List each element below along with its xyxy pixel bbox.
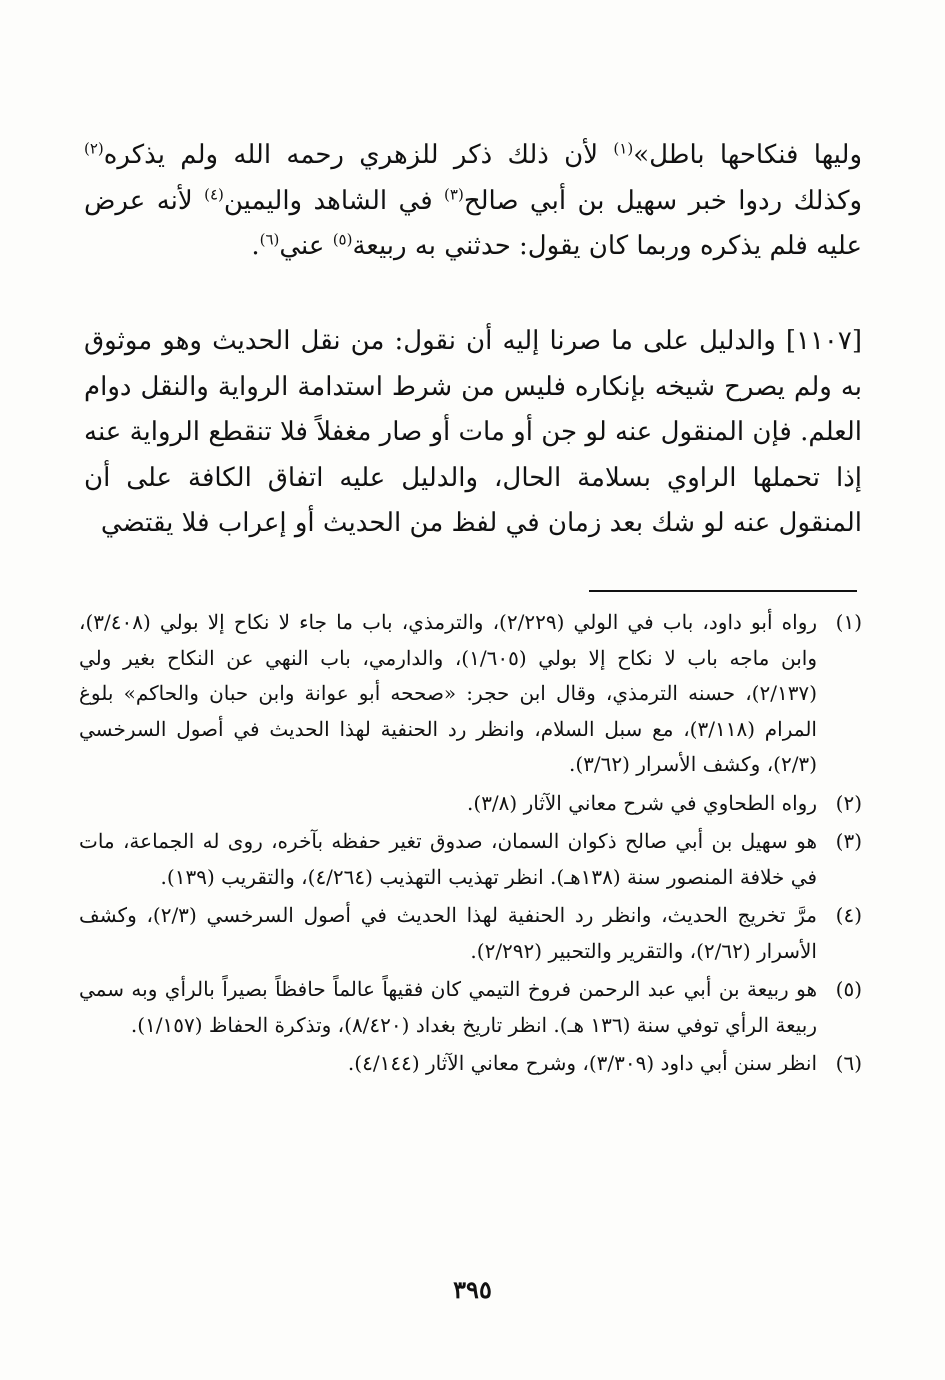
footnote-ref-1[interactable]: (١) (613, 139, 634, 158)
body-paragraph-1 (84, 133, 862, 270)
para1-text-d: في الشاهد واليمين (223, 185, 445, 216)
footnote-divider (589, 590, 857, 592)
para1-text-c: وكذلك ردوا خبر سهيل بن أبي صالح (463, 185, 863, 216)
para1-text-g: . (251, 231, 260, 261)
footnote-ref-6[interactable]: (٦) (259, 230, 280, 249)
footnote-ref-2[interactable]: (٢) (84, 139, 104, 158)
footnote-ref-4[interactable]: (٤) (204, 184, 224, 203)
footnotes-section (79, 605, 862, 1085)
footnote-text: انظر سنن أبي داود (٣/٣٠٩)، وشرح معاني الآثار (٤/١٤٤). (347, 1051, 817, 1075)
footnote-2 (79, 786, 862, 822)
para1-text-e: لأنه عرض عليه فلم يذكره وربما كان يقول: حدثني به ربيعة (84, 185, 862, 261)
footnote-1 (79, 605, 862, 783)
footnote-text: مرَّ تخريج الحديث، وانظر رد الحنفية لهذا الحديث في أصول السرخسي (٢/٣)، وكشف الأسرار (٢/٦٢)، والتقرير والتحبير (٢/٢٩٢). (79, 903, 817, 963)
footnote-number: (٤) (835, 903, 862, 927)
footnote-number: (٥) (835, 977, 862, 1001)
footnote-number: (١) (835, 610, 862, 634)
footnote-text: رواه أبو داود، باب في الولي (٢/٢٢٩)، والترمذي، باب ما جاء لا نكاح إلا بولي (٣/٤٠٨)، وابن ماجه باب لا نكاح إلا بولي (١/٦٠٥)، والدارمي، باب النهي عن النكاح بغير ولي (٢/١٣٧)، حسنه الترمذي، وقال ابن حجر: «صححه أبو عوانة وابن حبان والحاكم» بلوغ المرام (٣/١١٨)، مع سبل السلام، وانظر رد الحنفية لهذا الحديث في أصول السرخسي (٢/٣)، وكشف الأسرار (٣/٦٢). (79, 610, 818, 776)
footnote-6 (79, 1046, 862, 1082)
footnote-text: هو ربيعة بن أبي عبد الرحمن فروخ التيمي كان فقيهاً عالماً حافظاً بصيراً بالرأي وبه سمي ربيعة الرأي توفي سنة (١٣٦ هـ). انظر تاريخ بغداد (٨/٤٢٠)، وتذكرة الحفاظ (١/١٥٧). (79, 977, 817, 1037)
footnote-ref-3[interactable]: (٣) (444, 184, 464, 203)
para1-text-b: لأن ذلك ذكر للزهري رحمه الله ولم يذكره (103, 140, 614, 170)
body-paragraph-2: [١١٠٧] والدليل على ما صرنا إليه أن نقول: من نقل الحديث وهو موثوق به ولم يصرح شيخه بإنكاره فليس من شرط استدامة الرواية والنقل دوام العلم. فإن المنقول عنه لو جن أو مات أو صار مغفلاً فلا تنقطع الرواية عنه إذا تحملها الراوي بسلامة الحال، والدليل عليه اتفاق الكافة على أن المنقول عنه لو شك بعد زمان في لفظ من الحديث أو إعراب فلا يقتضي (84, 326, 862, 538)
footnote-text: رواه الطحاوي في شرح معاني الآثار (٣/٨). (467, 790, 817, 815)
footnote-4 (79, 898, 862, 969)
footnote-number: (٣) (835, 829, 862, 853)
footnote-ref-5[interactable]: (٥) (332, 230, 353, 249)
para1-text-f: عني (279, 231, 333, 261)
footnote-text: هو سهيل بن أبي صالح ذكوان السمان، صدوق تغير حفظه بآخره، روى له الجماعة، مات في خلافة المنصور سنة (١٣٨هـ). انظر تهذيب التهذيب (٤/٢٦٤)، والتقريب (١٣٩). (79, 829, 817, 889)
footnote-number: (٦) (835, 1051, 862, 1075)
footnote-number: (٢) (835, 790, 862, 815)
footnote-3 (79, 824, 862, 895)
para1-text-a: وليها فنكاحها باطل» (633, 140, 862, 170)
page-number: ٣٩٥ (453, 1275, 492, 1304)
footnote-5 (79, 972, 862, 1043)
